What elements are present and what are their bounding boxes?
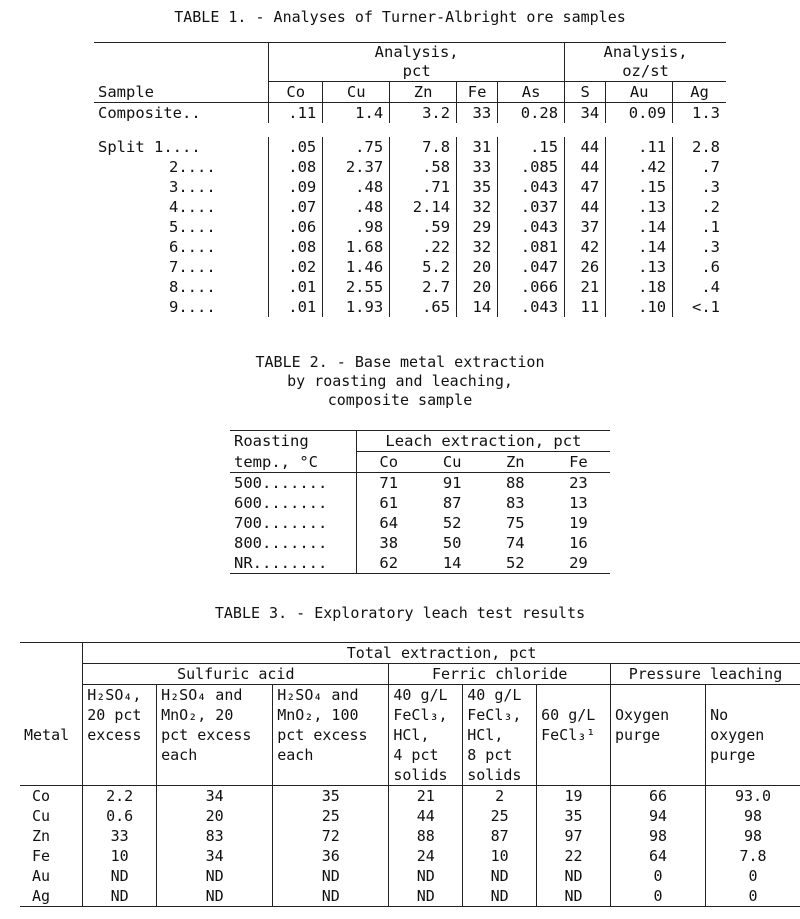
table1-value-cell: .08 — [269, 157, 323, 177]
table1-header-cell: Co — [269, 82, 323, 103]
table3-row — [20, 806, 800, 826]
table1-value-cell: 44 — [565, 157, 606, 177]
table3-value-cell: ND — [463, 866, 537, 886]
table1-value-cell: 44 — [565, 137, 606, 157]
table2-row — [230, 513, 610, 533]
table3-value-cell: 64 — [610, 846, 705, 866]
table1-header-cell: Zn — [390, 82, 457, 103]
table1-value-cell: 5.2 — [390, 257, 457, 277]
table3-metal-label: Cu — [32, 807, 51, 825]
table1-row — [94, 177, 726, 197]
table2-temp-label: 700....... — [234, 514, 328, 532]
table1-row — [94, 217, 726, 237]
table3-value-cell: ND — [537, 886, 611, 907]
table1-header-cell: Fe — [457, 82, 498, 103]
table1-value-cell: 32 — [457, 197, 498, 217]
table3-value-cell: 66 — [610, 786, 705, 807]
table1-value-cell: 33 — [457, 157, 498, 177]
table2-value-cell: 16 — [569, 534, 588, 552]
table1-value-cell: .71 — [390, 177, 457, 197]
table3-value-cell: 2 — [463, 786, 537, 807]
table1-value-cell: 1.68 — [323, 237, 390, 257]
table2-row — [230, 473, 610, 494]
table1-value-cell: 2.55 — [323, 277, 390, 297]
table1-value-cell: .14 — [606, 217, 673, 237]
table1-value-cell: .01 — [269, 297, 323, 317]
table1-header-cell: Cu — [323, 82, 390, 103]
table1-value-cell: .13 — [606, 257, 673, 277]
table1-row — [94, 197, 726, 217]
table2-header-cell: Zn — [484, 452, 547, 473]
table3-value-cell: ND — [463, 886, 537, 907]
table1-value-cell: 29 — [457, 217, 498, 237]
table2-value-cell: 23 — [569, 474, 588, 492]
table3-column-head: No oxygen purge — [706, 685, 800, 786]
table1-header-cell: Ag — [673, 82, 726, 103]
table3-value-cell: 10 — [83, 846, 157, 866]
table2-value-cell: 74 — [505, 534, 525, 552]
table3-value-cell: 21 — [389, 786, 463, 807]
table1-row — [94, 103, 726, 124]
table1-value-cell: .4 — [673, 277, 726, 297]
table3 — [20, 642, 800, 907]
table1-sample-label: 4.... — [169, 198, 216, 216]
table2-temp-label: 600....... — [234, 494, 328, 512]
table2-header-cell: Fe — [547, 452, 610, 473]
table2-header-cell: Co — [356, 452, 420, 473]
table1-sample-label: Composite.. — [98, 104, 201, 122]
table3-value-cell: 20 — [157, 806, 273, 826]
table1-value-cell: .59 — [390, 217, 457, 237]
table3-group-pressure: Pressure leaching — [610, 664, 800, 685]
table1-value-cell: 20 — [457, 257, 498, 277]
table2-value-cell: 38 — [356, 533, 420, 553]
table1-value-cell: .14 — [606, 237, 673, 257]
table2-title: TABLE 2. - Base metal extraction by roasting and leaching, composite sample — [255, 353, 545, 409]
table2-header-cell: Cu — [421, 452, 484, 473]
table2 — [230, 430, 610, 574]
table3-column-head: 40 g/L FeCl₃, HCl, 8 pct solids — [463, 685, 537, 786]
table3-metal-label: Au — [32, 867, 51, 885]
table1-sample-label: 5.... — [169, 218, 216, 236]
table3-value-cell: 88 — [389, 826, 463, 846]
table3-value-cell: ND — [389, 886, 463, 907]
table1-value-cell: 35 — [457, 177, 498, 197]
table1-value-cell: .48 — [323, 197, 390, 217]
table2-row — [230, 493, 610, 513]
table3-value-cell: 98 — [706, 826, 800, 846]
table3-value-cell: 10 — [463, 846, 537, 866]
table2-value-cell: 62 — [356, 553, 420, 574]
table1-sample-label: 3.... — [169, 178, 216, 196]
table1-row — [94, 237, 726, 257]
table1-value-cell: 44 — [565, 197, 606, 217]
table2-row — [230, 553, 610, 574]
table1-value-cell: 21 — [565, 277, 606, 297]
table3-value-cell: 33 — [83, 826, 157, 846]
table2-value-cell: 91 — [442, 474, 462, 492]
table3-value-cell: 34 — [157, 786, 273, 807]
table1-value-cell: 0.09 — [606, 103, 673, 124]
table1-header-cell: S — [565, 82, 606, 103]
table3-value-cell: ND — [273, 886, 389, 907]
table1-value-cell: <.1 — [673, 297, 726, 317]
table2-value-cell: 71 — [356, 473, 420, 494]
table3-value-cell: 35 — [537, 806, 611, 826]
table1-value-cell: .06 — [269, 217, 323, 237]
table2-group-head: Leach extraction, pct — [356, 431, 610, 452]
table2-col1-head-2: temp., °C — [230, 452, 356, 473]
table1-header-cell: Sample — [94, 82, 269, 103]
table1-sample-label: 6.... — [169, 238, 216, 256]
table3-column-head: 60 g/L FeCl₃¹ — [537, 685, 611, 786]
table1-row — [94, 277, 726, 297]
table3-value-cell: 35 — [273, 786, 389, 807]
table1-header-cell: As — [498, 82, 565, 103]
table1-value-cell: .043 — [498, 297, 565, 317]
table1-value-cell: .085 — [498, 157, 565, 177]
table1-value-cell: .13 — [606, 197, 673, 217]
table1-value-cell: .037 — [498, 197, 565, 217]
table3-row — [20, 866, 800, 886]
table1-value-cell: 33 — [457, 103, 498, 124]
table3-metal-label: Co — [20, 786, 83, 807]
table1-title: TABLE 1. - Analyses of Turner-Albright ore samples — [174, 8, 626, 26]
table1-value-cell: .65 — [390, 297, 457, 317]
table2-value-cell: 52 — [484, 553, 547, 574]
table1-value-cell: 1.3 — [673, 103, 726, 124]
table2-value-cell: 83 — [505, 494, 525, 512]
table3-value-cell: 0 — [706, 866, 800, 886]
table1-value-cell: .10 — [606, 297, 673, 317]
table1-value-cell: 37 — [565, 217, 606, 237]
table1-value-cell: .09 — [269, 177, 323, 197]
table3-column-head: H₂SO₄, 20 pct excess — [83, 685, 157, 786]
table1-row — [94, 157, 726, 177]
table2-value-cell: 52 — [442, 514, 462, 532]
table2-value-cell: 88 — [505, 474, 525, 492]
table3-value-cell: 83 — [157, 826, 273, 846]
table1-value-cell: 34 — [565, 103, 606, 124]
table1-value-cell: .08 — [269, 237, 323, 257]
table1-value-cell: 1.93 — [323, 297, 390, 317]
table1-value-cell: .1 — [673, 217, 726, 237]
table3-value-cell: 0 — [610, 866, 705, 886]
table3-value-cell: 25 — [273, 806, 389, 826]
table3-value-cell: 0 — [610, 886, 705, 907]
table3-group-ferric: Ferric chloride — [389, 664, 611, 685]
table3-value-cell: 36 — [273, 846, 389, 866]
table1-value-cell: .05 — [269, 137, 323, 157]
table2-temp-label: 500....... — [234, 474, 328, 492]
table1-value-cell: 32 — [457, 237, 498, 257]
table2-row — [230, 533, 610, 553]
table1-value-cell: .02 — [269, 257, 323, 277]
table2-value-cell: 14 — [421, 553, 484, 574]
table3-value-cell: 98 — [706, 806, 800, 826]
table1-value-cell: 2.14 — [390, 197, 457, 217]
table2-col1-head-1: Roasting — [230, 431, 356, 452]
table1-value-cell: .2 — [673, 197, 726, 217]
table3-metal-label: Ag — [20, 886, 83, 907]
table3-value-cell: ND — [83, 886, 157, 907]
table1-value-cell: 20 — [457, 277, 498, 297]
table1-value-cell: .047 — [498, 257, 565, 277]
table2-value-cell: 13 — [569, 494, 588, 512]
table3-metal-label: Zn — [32, 827, 51, 845]
table3-column-head: H₂SO₄ and MnO₂, 100 pct excess each — [273, 685, 389, 786]
table1-value-cell: .7 — [673, 157, 726, 177]
table1-value-cell: 1.46 — [323, 257, 390, 277]
table1-value-cell: 2.37 — [323, 157, 390, 177]
table1-value-cell: 2.8 — [673, 137, 726, 157]
table1-value-cell: .066 — [498, 277, 565, 297]
table1-row — [94, 137, 726, 157]
table3-value-cell: 93.0 — [706, 786, 800, 807]
table3-value-cell: 22 — [537, 846, 611, 866]
table1-value-cell: 7.8 — [390, 137, 457, 157]
table1-value-cell: .6 — [673, 257, 726, 277]
table1-value-cell: .11 — [269, 103, 323, 124]
table2-value-cell: 29 — [547, 553, 610, 574]
table3-value-cell: 94 — [610, 806, 705, 826]
table1-value-cell: .15 — [498, 137, 565, 157]
table3-value-cell: 34 — [157, 846, 273, 866]
table3-column-head: Oxygen purge — [610, 685, 705, 786]
table1-value-cell: .07 — [269, 197, 323, 217]
table1-value-cell: .58 — [390, 157, 457, 177]
table1-value-cell: .15 — [606, 177, 673, 197]
table3-value-cell: ND — [157, 866, 273, 886]
table1-value-cell: 47 — [565, 177, 606, 197]
table2-value-cell: 19 — [569, 514, 588, 532]
table3-group-sulfuric: Sulfuric acid — [83, 664, 389, 685]
table1-value-cell: 31 — [457, 137, 498, 157]
table1-sample-label: 7.... — [169, 258, 216, 276]
table3-value-cell: 7.8 — [706, 846, 800, 866]
table1-value-cell: .48 — [323, 177, 390, 197]
table1-value-cell: .11 — [606, 137, 673, 157]
table1-value-cell: 11 — [565, 297, 606, 317]
table1-row — [94, 257, 726, 277]
table2-temp-label: NR........ — [230, 553, 356, 574]
table2-value-cell: 87 — [442, 494, 462, 512]
table3-column-head: H₂SO₄ and MnO₂, 20 pct excess each — [157, 685, 273, 786]
table1-value-cell: .043 — [498, 217, 565, 237]
table3-value-cell: ND — [537, 866, 611, 886]
table3-value-cell: 25 — [463, 806, 537, 826]
table1-value-cell: .043 — [498, 177, 565, 197]
table2-value-cell: 64 — [356, 513, 420, 533]
table2-value-cell: 50 — [442, 534, 462, 552]
table3-value-cell: 19 — [537, 786, 611, 807]
table3-row — [20, 826, 800, 846]
table3-title: TABLE 3. - Exploratory leach test results — [214, 604, 586, 622]
table3-value-cell: ND — [83, 866, 157, 886]
table1-group-oz: Analysis, oz/st — [565, 43, 726, 82]
table1-value-cell: .01 — [269, 277, 323, 297]
table3-metal-label: Fe — [32, 847, 51, 865]
table1-value-cell: 14 — [457, 297, 498, 317]
table1-value-cell: 1.4 — [323, 103, 390, 124]
table3-value-cell: 2.2 — [83, 786, 157, 807]
table1-value-cell: .3 — [673, 177, 726, 197]
table3-value-cell: 0.6 — [83, 806, 157, 826]
table3-column-head: 40 g/L FeCl₃, HCl, 4 pct solids — [389, 685, 463, 786]
table1-sample-label: 9.... — [169, 298, 216, 316]
table1 — [94, 42, 726, 317]
table1-group-pct: Analysis, pct — [269, 43, 565, 82]
table3-row — [20, 846, 800, 866]
table1-value-cell: .22 — [390, 237, 457, 257]
table3-total-head: Total extraction, pct — [83, 643, 800, 664]
table2-temp-label: 800....... — [234, 534, 328, 552]
table3-value-cell: 0 — [706, 886, 800, 907]
table3-value-cell: 87 — [463, 826, 537, 846]
table1-value-cell: .081 — [498, 237, 565, 257]
table3-value-cell: 98 — [610, 826, 705, 846]
table1-row — [94, 297, 726, 317]
table1-value-cell: .3 — [673, 237, 726, 257]
table3-value-cell: ND — [389, 866, 463, 886]
table1-sample-label: 8.... — [169, 278, 216, 296]
table1-value-cell: .18 — [606, 277, 673, 297]
table1-value-cell: 2.7 — [390, 277, 457, 297]
table3-value-cell: ND — [157, 886, 273, 907]
table3-value-cell: 24 — [389, 846, 463, 866]
table2-value-cell: 75 — [505, 514, 525, 532]
table3-row — [20, 786, 800, 807]
table1-value-cell: 42 — [565, 237, 606, 257]
table1-value-cell: .98 — [323, 217, 390, 237]
table1-value-cell: 0.28 — [498, 103, 565, 124]
table1-value-cell: .42 — [606, 157, 673, 177]
table1-value-cell: 3.2 — [390, 103, 457, 124]
table1-value-cell: .75 — [323, 137, 390, 157]
table3-value-cell: ND — [273, 866, 389, 886]
table3-metal-head: Metal — [24, 725, 70, 744]
table1-sample-label: 2.... — [169, 158, 216, 176]
table1-sample-label: Split 1.... — [98, 138, 201, 156]
table3-value-cell: 44 — [389, 806, 463, 826]
table3-row — [20, 886, 800, 907]
table2-value-cell: 61 — [356, 493, 420, 513]
table3-value-cell: 72 — [273, 826, 389, 846]
table1-header-cell: Au — [606, 82, 673, 103]
table3-value-cell: 97 — [537, 826, 611, 846]
table1-value-cell: 26 — [565, 257, 606, 277]
